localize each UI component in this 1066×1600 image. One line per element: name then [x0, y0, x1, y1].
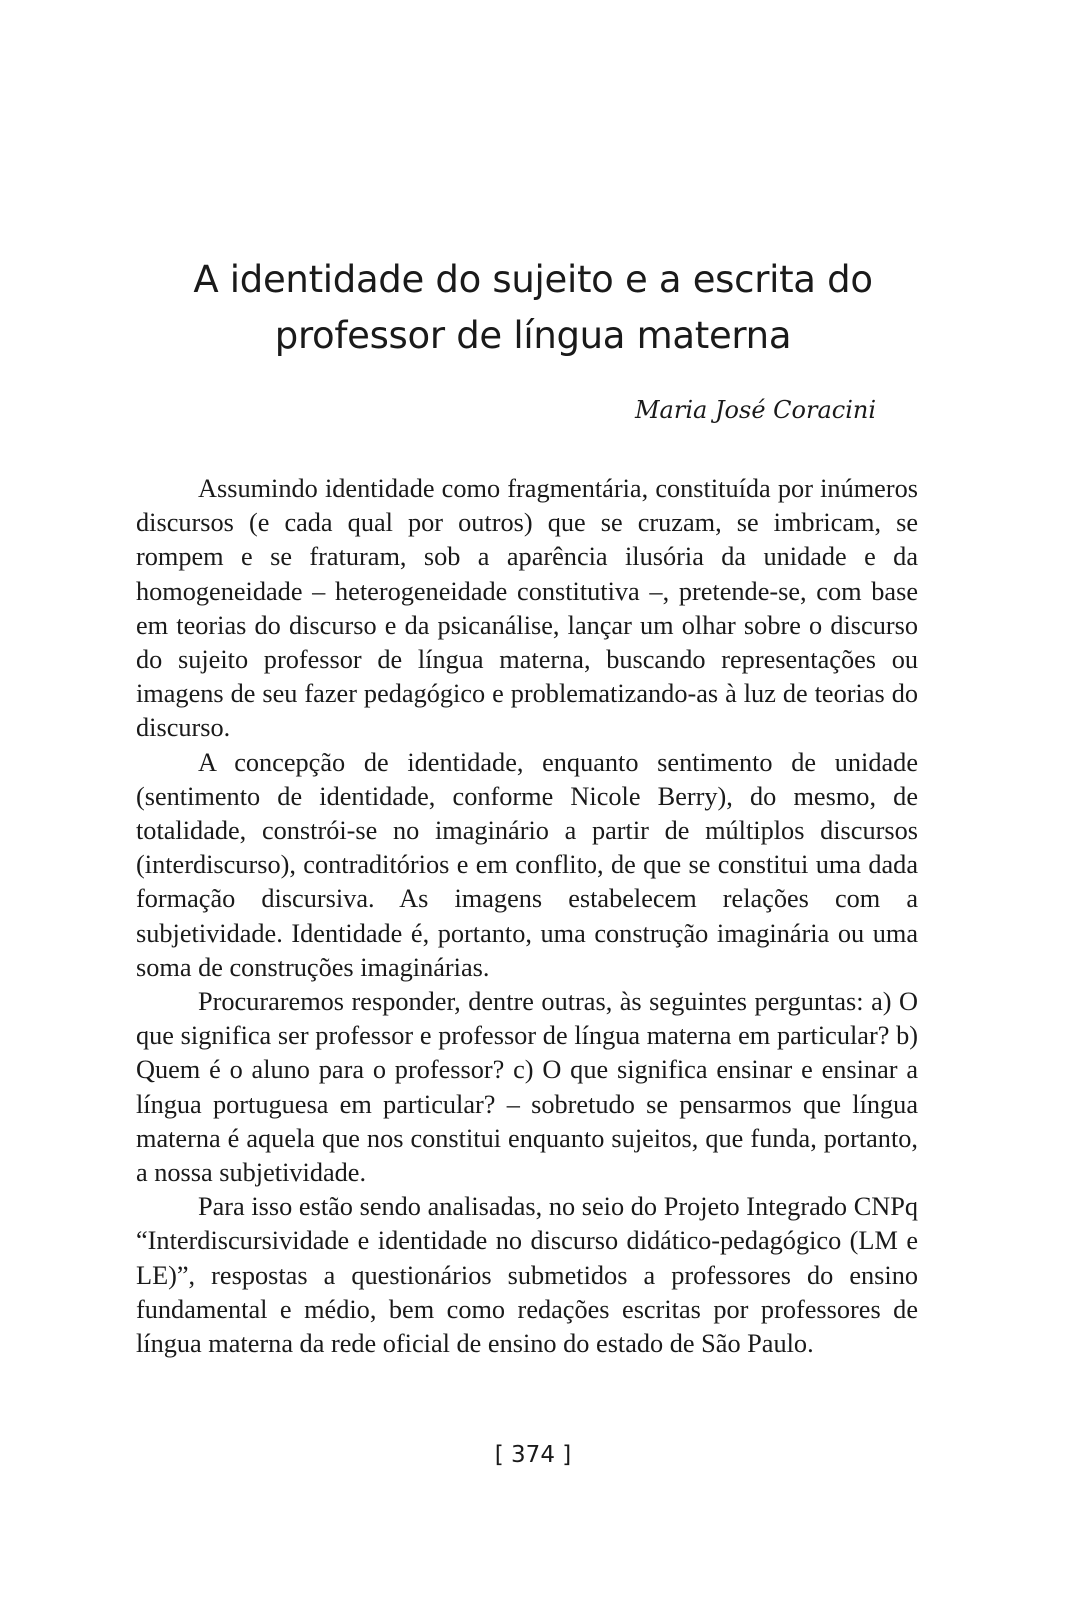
chapter-title: A identidade do sujeito e a escrita do professor de língua materna	[193, 258, 873, 357]
paragraph: Para isso estão sendo analisadas, no seio do Projeto Integrado CNPq “Interdiscursividade e identidade no discurso didático-pedagógico (LM e LE)”, respostas a questionários submetidos a professores do ensino fundamental e médio, bem como redações escritas por professores de língua materna da rede oficial de ensino do estado de São Paulo.	[136, 1192, 918, 1359]
body-text	[136, 472, 918, 1361]
paragraph: Procuraremos responder, dentre outras, às seguintes perguntas: a) O que significa ser professor e professor de língua materna em particular? b) Quem é o aluno para o professor? c) O que significa ensinar e ensinar a língua portuguesa em particular? – sobretudo se pensarmos que língua materna é aquela que nos constitui enquanto sujeitos, que funda, portanto, a nossa subjetividade.	[136, 987, 918, 1188]
author-name: Maria José Coracini	[634, 396, 876, 424]
paragraph: A concepção de identidade, enquanto sentimento de unidade (sentimento de identidade, conforme Nicole Berry), do mesmo, de totalidade, constrói-se no imaginário a partir de múltiplos discursos (interdiscurso), contraditórios e em conflito, de que se constitui uma dada formação discursiva. As imagens estabelecem relações com a subjetividade. Identidade é, portanto, uma construção imaginária ou uma soma de construções imaginárias.	[136, 747, 918, 982]
paragraph: Assumindo identidade como fragmentária, constituída por inúmeros discursos (e cada qual por outros) que se cruzam, se imbricam, se rompem e se fraturam, sob a aparência ilusória da unidade e da homogeneidade – heterogeneidade constitutiva –, pretende-se, com base em teorias do discurso e da psicanálise, lançar um olhar sobre o discurso do sujeito professor de língua materna, buscando representações ou imagens de seu fazer pedagógico e problematizando-as à luz de teorias do discurso.	[136, 474, 918, 743]
page-number: [ 374 ]	[494, 1442, 572, 1468]
